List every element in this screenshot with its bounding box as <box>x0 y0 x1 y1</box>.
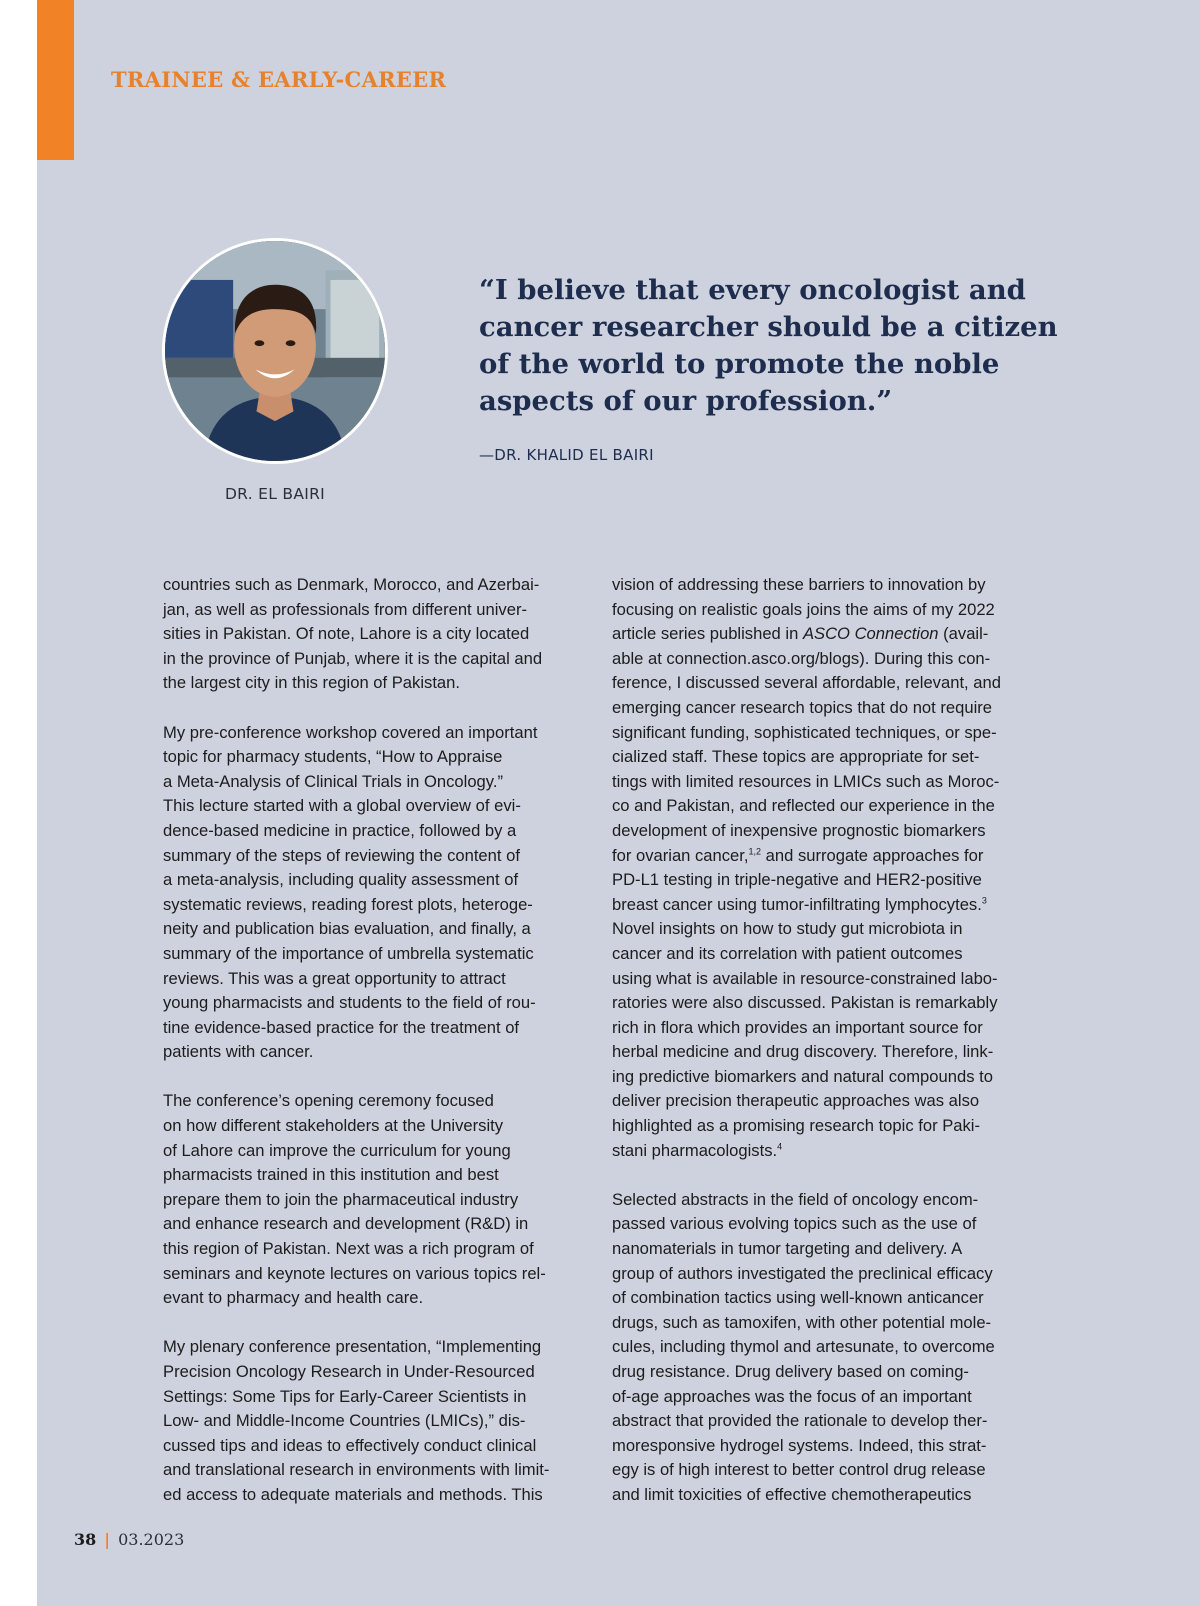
text-line: a meta-analysis, including quality assessment of <box>163 870 519 890</box>
text-line: seminars and keynote lectures on various topics rel- <box>163 1263 546 1283</box>
text-line: ed access to adequate materials and methods. This <box>163 1484 543 1504</box>
article-paragraph <box>163 1335 593 1507</box>
text-line: using what is available in resource-constrained labo- <box>612 968 998 988</box>
text-line: neity and publication bias evaluation, and finally, a <box>163 919 531 939</box>
pull-quote-line: aspects of our profession.” <box>479 385 893 417</box>
text-line: My plenary conference presentation, “Implementing <box>163 1337 542 1357</box>
text-line: a Meta-Analysis of Clinical Trials in Oncology.” <box>163 771 503 791</box>
text-line: PD-L1 testing in triple-negative and HER2-positive <box>612 870 982 890</box>
text-line: focusing on realistic goals joins the aims of my 2022 <box>612 599 995 619</box>
text-line: vision of addressing these barriers to innovation by <box>612 575 986 594</box>
text-line: cancer and its correlation with patient outcomes <box>612 943 963 963</box>
portrait-illustration <box>165 241 385 461</box>
text-line: prepare them to join the pharmaceutical industry <box>163 1189 519 1209</box>
article-column-right <box>612 573 1047 1508</box>
quote-attribution: —DR. KHALID EL BAIRI <box>479 446 654 464</box>
text-line: on how different stakeholders at the University <box>163 1116 504 1136</box>
pull-quote <box>479 272 1079 420</box>
text-line <box>612 1139 1047 1164</box>
issue-date: 03.2023 <box>118 1530 185 1549</box>
text-line: jan, as well as professionals from different univer- <box>163 599 528 619</box>
text-line: co and Pakistan, and reflected our experience in the <box>612 796 995 816</box>
text-line: ference, I discussed several affordable, relevant, and <box>612 673 1001 693</box>
text-line: abstract that provided the rationale to develop ther- <box>612 1411 988 1431</box>
text-line: rich in flora which provides an important source for <box>612 1017 983 1037</box>
publication-title: ASCO Connection <box>802 624 939 644</box>
text-line: The conference’s opening ceremony focused <box>163 1091 494 1111</box>
text-line: topic for pharmacy students, “How to Appraise <box>163 747 503 767</box>
citation-superscript: 1,2 <box>748 846 762 856</box>
text-line: pharmacists trained in this institution and best <box>163 1165 499 1185</box>
text-line: evant to pharmacy and health care. <box>163 1288 424 1308</box>
text-line: emerging cancer research topics that do not require <box>612 697 993 717</box>
citation-superscript: 3 <box>981 895 987 906</box>
text-line: egy is of high interest to better control drug release <box>612 1460 986 1480</box>
text-line: in the province of Punjab, where it is the capital and <box>163 648 543 668</box>
text-line: This lecture started with a global overview of evi- <box>163 796 521 816</box>
page-number: 38 <box>74 1530 97 1549</box>
text-line: reviews. This was a great opportunity to attract <box>163 968 506 988</box>
text-line: Settings: Some Tips for Early-Career Scientists in <box>163 1386 527 1406</box>
text-line: tings with limited resources in LMICs such as Moroc- <box>612 771 1000 791</box>
text-run: and surrogate approaches for <box>761 845 984 865</box>
text-run: (avail- <box>938 624 989 644</box>
text-line <box>612 622 1047 647</box>
article-paragraph <box>612 573 1047 1163</box>
photo-caption: DR. EL BAIRI <box>224 485 326 503</box>
text-line: moresponsive hydrogel systems. Indeed, this strat- <box>612 1435 987 1455</box>
text-run: for ovarian cancer, <box>612 845 749 865</box>
text-line: cialized staff. These topics are appropriate for set- <box>612 747 980 767</box>
text-run: breast cancer using tumor-infiltrating lymphocytes. <box>612 894 982 914</box>
text-line: young pharmacists and students to the field of rou- <box>163 993 536 1013</box>
text-line: summary of the importance of umbrella systematic <box>163 943 534 963</box>
text-line: and limit toxicities of effective chemotherapeutics <box>612 1484 972 1504</box>
text-line: of combination tactics using well-known anticancer <box>612 1288 984 1308</box>
text-line: tine evidence-based practice for the treatment of <box>163 1017 520 1037</box>
section-title: TRAINEE & EARLY-CAREER <box>111 67 447 92</box>
pull-quote-line: of the world to promote the noble <box>479 348 1000 380</box>
text-line: herbal medicine and drug discovery. Therefore, link- <box>612 1042 994 1062</box>
article-paragraph <box>163 1089 593 1310</box>
text-line: and translational research in environments with limit- <box>163 1460 550 1480</box>
text-line <box>612 844 1047 869</box>
text-run: article series published in <box>612 624 803 644</box>
text-line: of Lahore can improve the curriculum for young <box>163 1140 511 1160</box>
text-line: systematic reviews, reading forest plots, heteroge- <box>163 894 533 914</box>
text-line: Precision Oncology Research in Under-Resourced <box>163 1362 535 1381</box>
text-line: of-age approaches was the focus of an important <box>612 1386 972 1406</box>
citation-superscript: 4 <box>777 1141 783 1152</box>
article-paragraph <box>163 573 593 696</box>
text-line: Low- and Middle-Income Countries (LMICs),” dis- <box>163 1411 526 1431</box>
text-line: passed various evolving topics such as the use of <box>612 1214 977 1234</box>
text-line: group of authors investigated the preclinical efficacy <box>612 1263 993 1283</box>
text-line: this region of Pakistan. Next was a rich program of <box>163 1239 534 1259</box>
text-line: patients with cancer. <box>163 1042 314 1062</box>
text-line: nanomaterials in tumor targeting and delivery. A <box>612 1239 963 1259</box>
text-line: highlighted as a promising research topic for Paki- <box>612 1116 981 1136</box>
footer-separator: | <box>104 1530 111 1549</box>
author-portrait-photo <box>162 238 388 464</box>
article-paragraph <box>612 1188 1047 1508</box>
text-line: Selected abstracts in the field of oncology encom- <box>612 1189 979 1209</box>
text-line: and enhance research and development (R&D) in <box>163 1214 529 1234</box>
page-footer <box>74 1530 184 1549</box>
text-line: significant funding, sophisticated techniques, or spe- <box>612 722 997 742</box>
text-line: the largest city in this region of Pakistan. <box>163 673 460 693</box>
text-line: Novel insights on how to study gut microbiota in <box>612 919 963 939</box>
text-line: dence-based medicine in practice, followed by a <box>163 820 517 840</box>
article-column-left <box>163 573 593 1508</box>
text-line: My pre-conference workshop covered an important <box>163 722 538 742</box>
article-paragraph <box>163 721 593 1065</box>
text-line: countries such as Denmark, Morocco, and Azerbai- <box>163 575 540 594</box>
text-line: drug resistance. Drug delivery based on coming- <box>612 1362 969 1381</box>
text-line: summary of the steps of reviewing the content of <box>163 845 520 865</box>
pull-quote-line: cancer researcher should be a citizen <box>479 311 1058 343</box>
text-line: cules, including thymol and artesunate, to overcome <box>612 1337 995 1357</box>
section-accent-bar <box>37 0 74 160</box>
text-line <box>612 893 1047 918</box>
text-line: drugs, such as tamoxifen, with other potential mole- <box>612 1312 992 1332</box>
text-line: development of inexpensive prognostic biomarkers <box>612 820 986 840</box>
text-run: stani pharmacologists. <box>612 1140 778 1160</box>
text-line: ratories were also discussed. Pakistan is remarkably <box>612 993 998 1013</box>
text-line: cussed tips and ideas to effectively conduct clinical <box>163 1435 537 1455</box>
text-line: able at connection.asco.org/blogs). During this con- <box>612 648 991 668</box>
pull-quote-line: “I believe that every oncologist and <box>479 274 1026 306</box>
text-line: ing predictive biomarkers and natural compounds to <box>612 1066 993 1086</box>
text-line: sities in Pakistan. Of note, Lahore is a city located <box>163 624 530 644</box>
text-line: deliver precision therapeutic approaches was also <box>612 1091 980 1111</box>
